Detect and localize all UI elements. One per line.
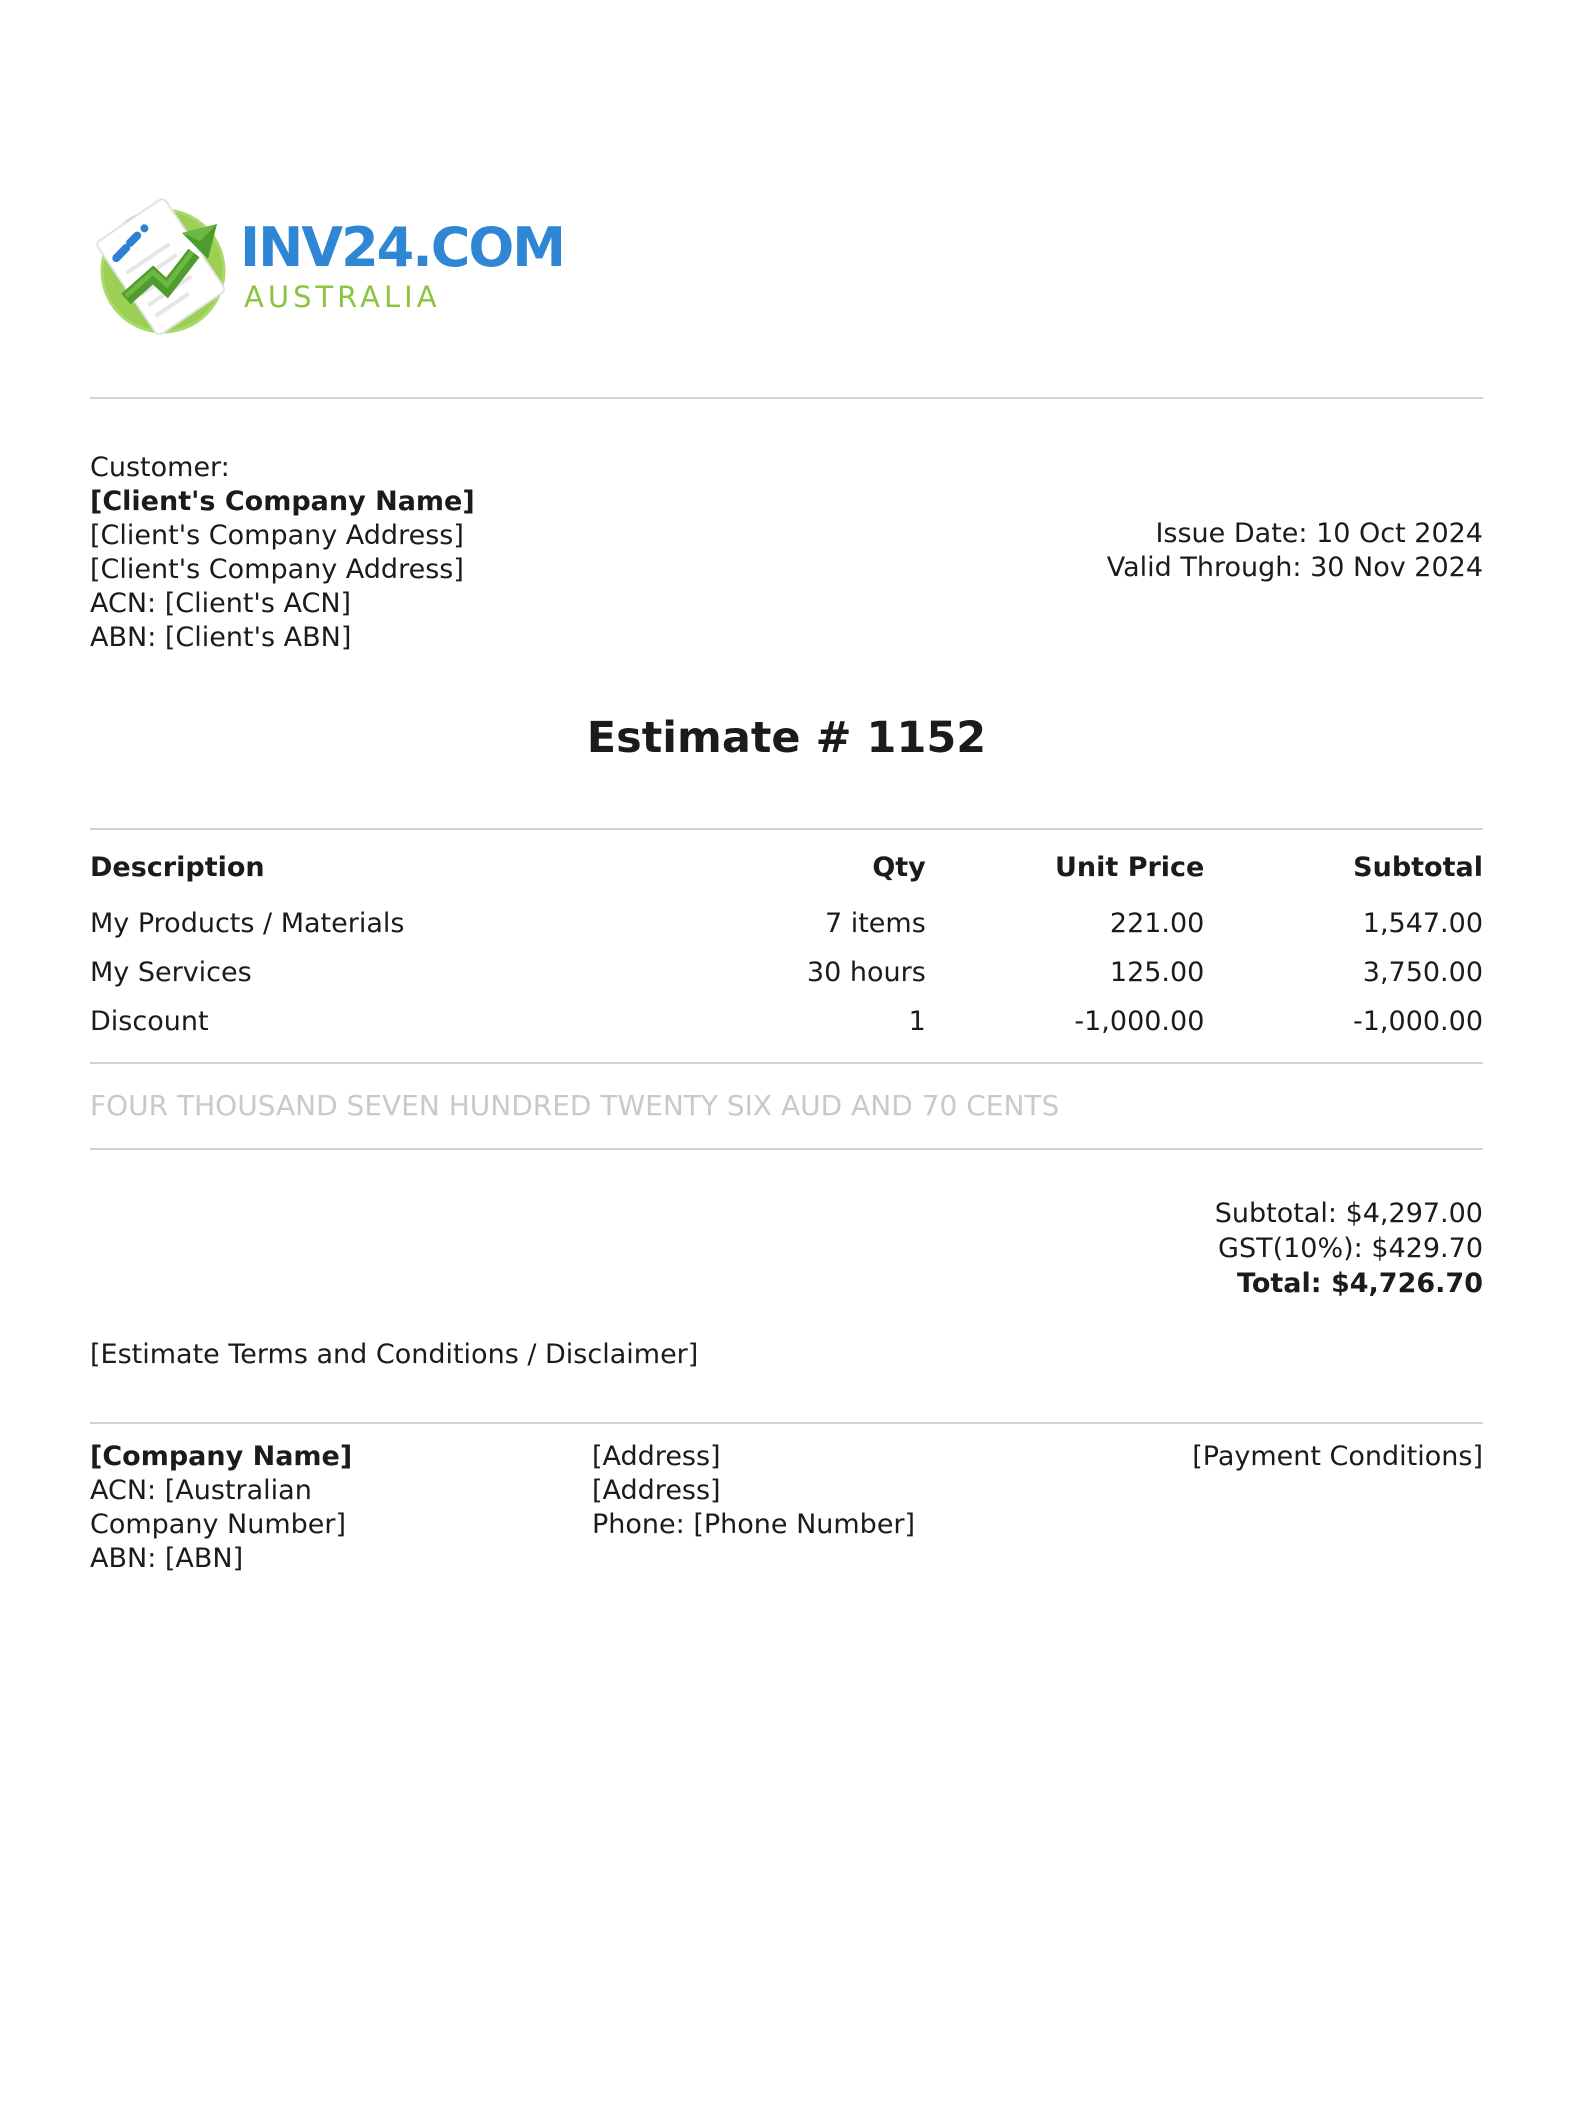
row-description: My Products / Materials <box>90 908 405 940</box>
total-line: Total: $4,726.70 <box>1237 1268 1483 1300</box>
header-description: Description <box>90 852 265 884</box>
footer-payment-conditions: [Payment Conditions] <box>1192 1441 1483 1473</box>
header-unit-price: Unit Price <box>1054 852 1205 884</box>
info-section <box>90 451 1483 655</box>
customer-address-line1: [Client's Company Address] <box>90 520 464 551</box>
row-qty: 30 hours <box>806 957 926 989</box>
table-row <box>90 997 1483 1046</box>
header-subtotal: Subtotal <box>1353 852 1483 884</box>
footer-company-block <box>90 1440 442 1576</box>
header-divider <box>90 397 1483 399</box>
issue-date: Issue Date: 10 Oct 2024 <box>1155 518 1483 549</box>
totals-block <box>90 1196 1483 1301</box>
valid-through-date: Valid Through: 30 Nov 2024 <box>1106 552 1483 583</box>
row-subtotal: -1,000.00 <box>1353 1006 1483 1038</box>
customer-name: [Client's Company Name] <box>90 486 475 517</box>
amount-in-words: FOUR THOUSAND SEVEN HUNDRED TWENTY SIX AUD AND 70 CENTS <box>90 1089 1060 1123</box>
row-qty: 1 <box>908 1006 926 1038</box>
footer-contact-block <box>592 1440 915 1576</box>
row-unit-price: 125.00 <box>1109 957 1205 989</box>
row-subtotal: 3,750.00 <box>1362 957 1483 989</box>
brand-text-block <box>240 193 564 314</box>
table-row <box>90 899 1483 948</box>
footer-phone: Phone: [Phone Number] <box>592 1509 916 1541</box>
row-description: My Services <box>90 957 252 989</box>
row-subtotal: 1,547.00 <box>1362 908 1483 940</box>
table-top-divider <box>90 828 1483 830</box>
dates-block <box>1107 451 1483 655</box>
brand-region: AUSTRALIA <box>244 280 441 314</box>
table-header-row <box>90 852 1483 899</box>
words-bottom-divider <box>90 1148 1483 1150</box>
footer-company-name: [Company Name] <box>90 1441 353 1473</box>
customer-block <box>90 451 475 655</box>
footer-address-line2: [Address] <box>592 1475 721 1507</box>
items-table <box>90 852 1483 1046</box>
header-qty: Qty <box>872 852 926 884</box>
terms-and-conditions: [Estimate Terms and Conditions / Disclaimer] <box>90 1339 699 1371</box>
footer-company-acn: ACN: [Australian Company Number] <box>90 1475 347 1541</box>
customer-label: Customer: <box>90 452 230 483</box>
logo <box>90 193 1483 335</box>
footer-company-abn: ABN: [ABN] <box>90 1543 244 1575</box>
row-unit-price: -1,000.00 <box>1074 1006 1205 1038</box>
brand-name: INV24.COM <box>240 216 565 279</box>
page-title: Estimate # 1152 <box>586 713 987 763</box>
table-row <box>90 948 1483 997</box>
customer-address-line2: [Client's Company Address] <box>90 554 464 585</box>
invoice-paper-growth-arrow-icon <box>90 193 232 335</box>
row-unit-price: 221.00 <box>1109 908 1205 940</box>
row-description: Discount <box>90 1006 209 1038</box>
customer-acn: ACN: [Client's ACN] <box>90 588 352 619</box>
gst-line: GST(10%): $429.70 <box>1218 1233 1483 1265</box>
footer <box>90 1424 1483 1576</box>
subtotal-line: Subtotal: $4,297.00 <box>1214 1198 1483 1230</box>
footer-address-line1: [Address] <box>592 1441 721 1473</box>
customer-abn: ABN: [Client's ABN] <box>90 622 352 653</box>
row-qty: 7 items <box>824 908 926 940</box>
